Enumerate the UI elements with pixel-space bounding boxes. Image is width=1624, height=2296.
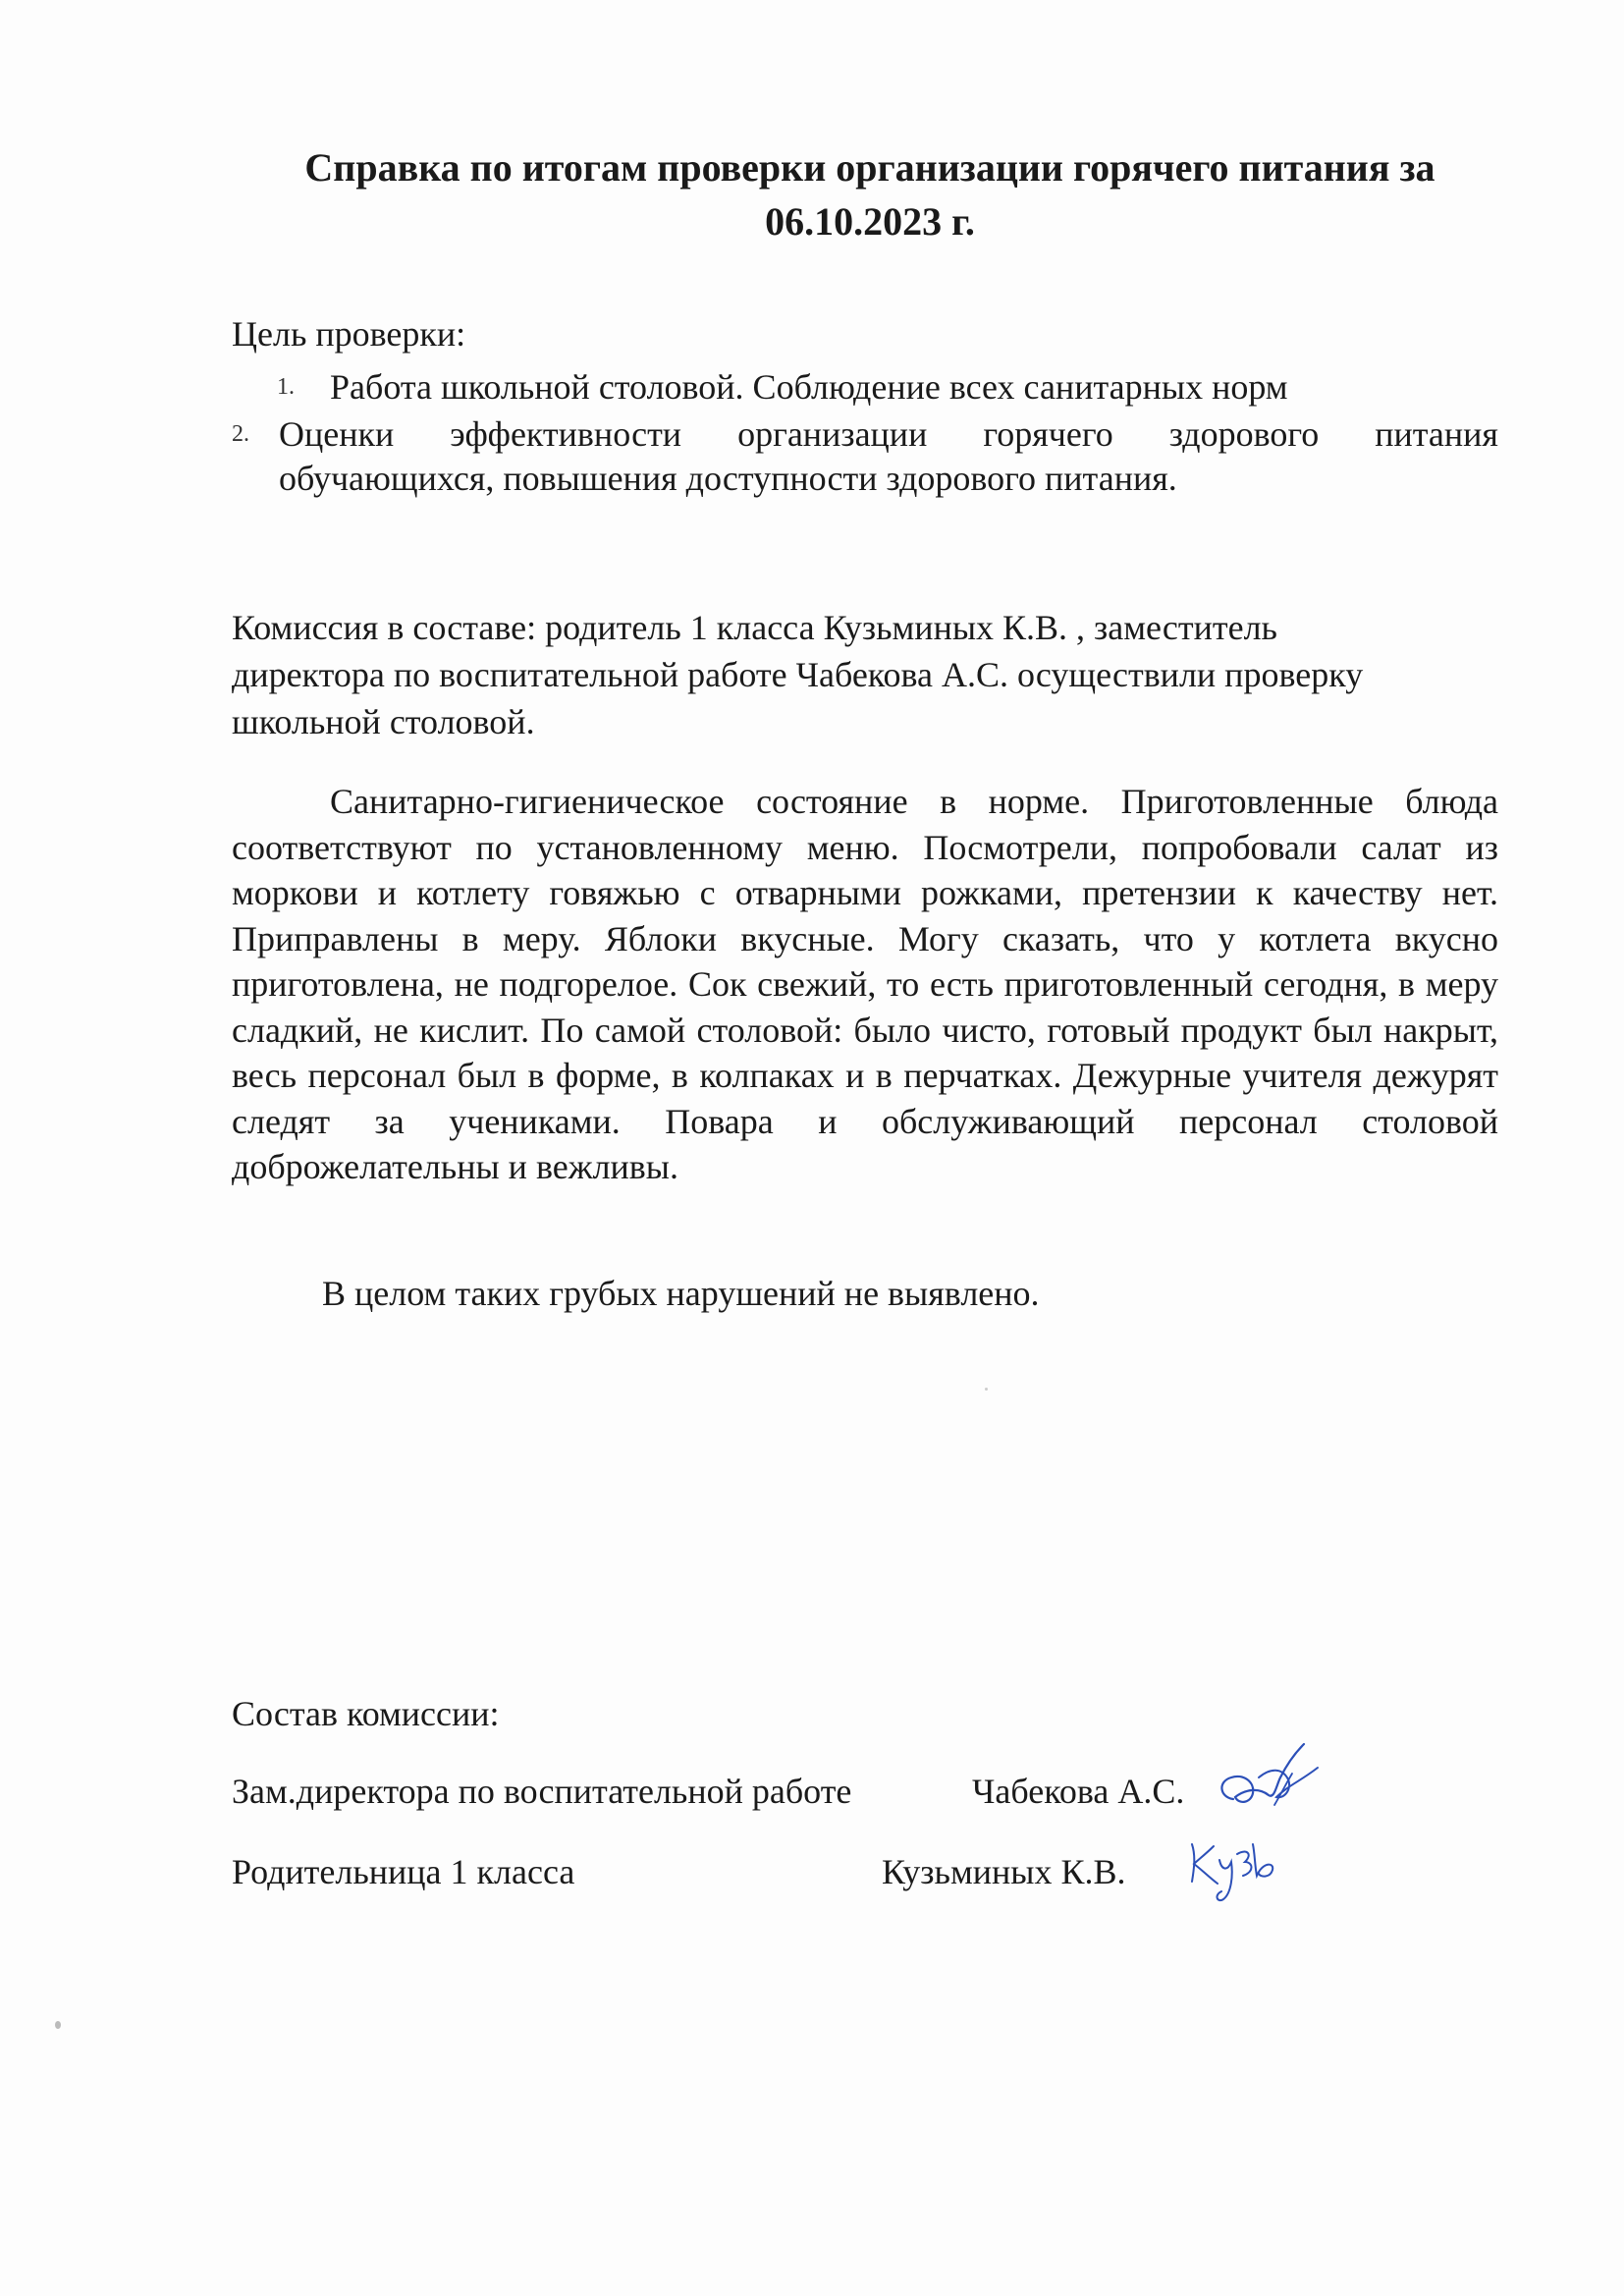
composition-label: Состав комиссии: — [232, 1694, 500, 1733]
scan-speck — [55, 2021, 61, 2029]
conclusion-paragraph: В целом таких грубых нарушений не выявлено. — [322, 1274, 1040, 1313]
member-name: Чабекова А.С. — [972, 1772, 1185, 1811]
scan-speck — [985, 1388, 988, 1391]
goal-text-2-line-1: Оценки эффективности организации горячего здорового питания — [279, 414, 1498, 454]
goal-number-2: 2. — [232, 421, 249, 447]
goal-text-1: Работа школьной столовой. Соблюдение всех санитарных норм — [330, 367, 1288, 407]
commission-paragraph — [232, 604, 1498, 745]
commission-line-2: директора по воспитательной работе Чабекова А.С. осуществили проверку — [232, 655, 1364, 694]
title-line-2: 06.10.2023 г. — [765, 199, 975, 244]
goal-text-2 — [279, 412, 1498, 501]
handwritten-signature-kuzminykh — [1184, 1836, 1292, 1915]
goal-text-2-line-2: обучающихся, повышения доступности здорового питания. — [279, 459, 1177, 498]
main-paragraph: Санитарно-гигиеническое состояние в норме. Приготовленные блюда соответствуют по установленному меню. Посмотрели, попробовали салат из моркови и котлету говяжью с отварными рожками, претензии к качеству нет. Приправлены в меру. Яблоки вкусные. Могу сказать, что у котлета вкусно приготовлена, не подгорелое. Сок свежий, то есть приготовленный сегодня, в меру сладкий, не кислит. По самой столовой: было чисто, готовый продукт был накрыт, весь персонал был в форме, в колпаках и в перчатках. Дежурные учителя дежурят следят за учениками. Повара и обслуживающий персонал столовой доброжелательны и вежливы. — [232, 782, 1498, 1186]
commission-line-1: Комиссия в составе: родитель 1 класса Кузьминых К.В. , заместитель — [232, 608, 1277, 647]
member-role: Зам.директора по воспитательной работе — [232, 1772, 852, 1811]
signature-row-deputy — [232, 1770, 1498, 1829]
purpose-label: Цель проверки: — [232, 314, 466, 354]
goal-number-1: 1. — [277, 374, 295, 400]
signature-row-parent — [232, 1850, 1498, 1909]
title-line-1: Справка по итогам проверки организации горячего питания за — [304, 145, 1435, 190]
member-name: Кузьминых К.В. — [882, 1852, 1126, 1891]
document-title — [232, 140, 1508, 248]
handwritten-signature-chabekova — [1216, 1738, 1324, 1827]
commission-line-3: школьной столовой. — [232, 702, 535, 741]
member-role: Родительница 1 класса — [232, 1852, 575, 1891]
